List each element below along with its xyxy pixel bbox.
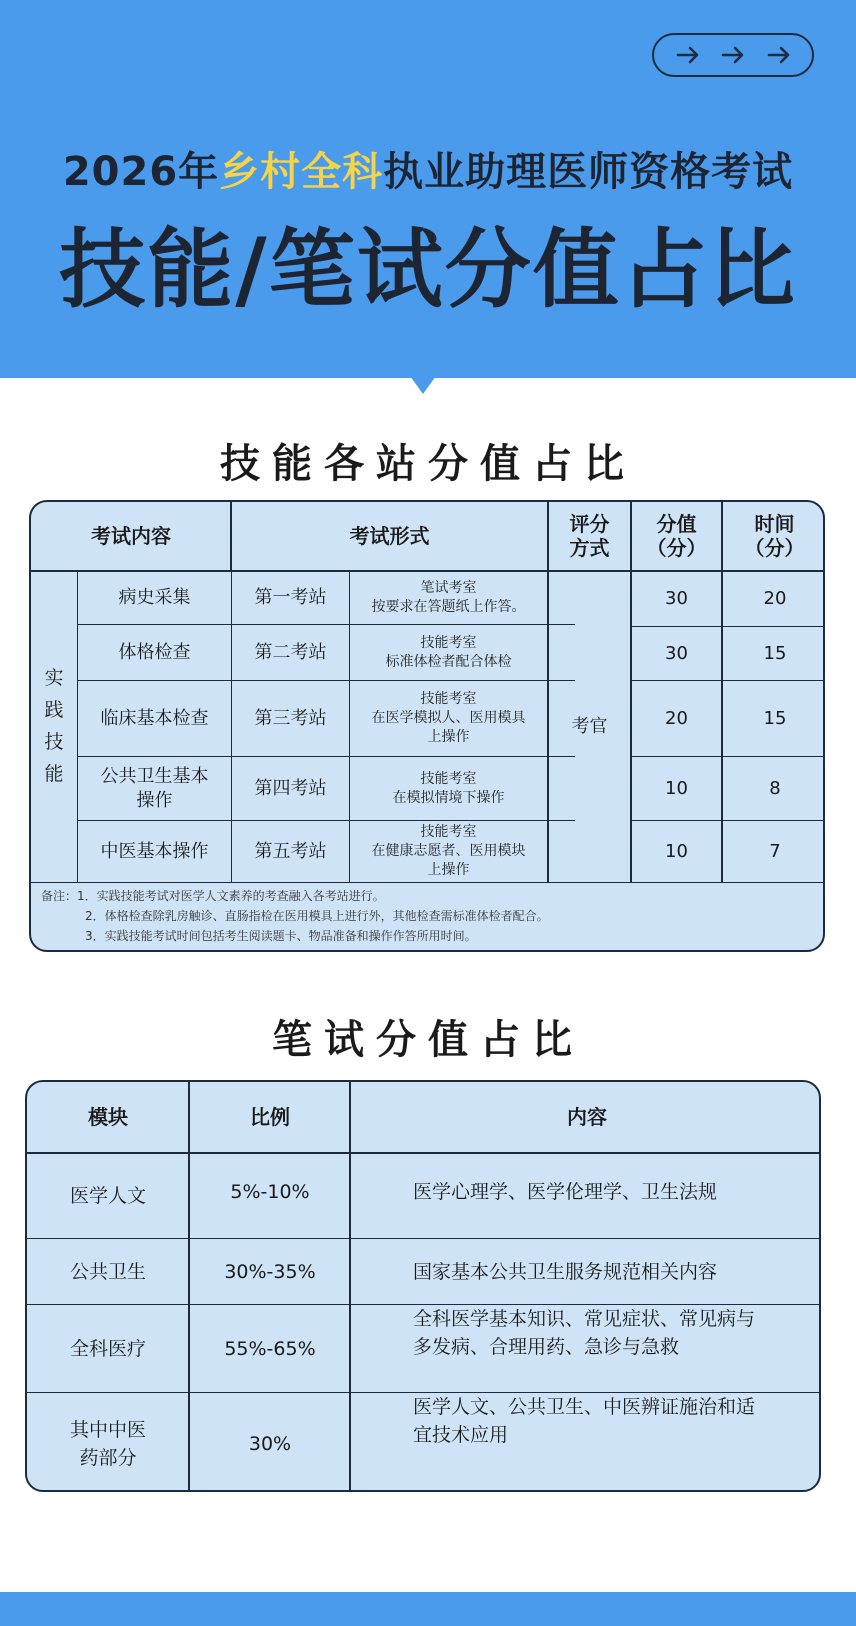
item-cell: 临床基本检查 xyxy=(100,707,209,729)
category-cell xyxy=(31,570,77,882)
score-cell: 30 xyxy=(665,642,688,664)
written-content-cell xyxy=(351,1393,821,1492)
station-cell: 第二考站 xyxy=(254,641,327,663)
form-cell xyxy=(350,757,547,820)
station-cell: 第五考站 xyxy=(254,840,327,862)
ratio-cell: 30% xyxy=(248,1432,292,1455)
header-form: 考试形式 xyxy=(349,524,430,548)
form-line: 在医学模拟人、医用模具 xyxy=(371,710,526,726)
module-line: 药部分 xyxy=(79,1446,137,1469)
module-cell xyxy=(27,1393,189,1492)
form-line: 技能考室 xyxy=(420,691,477,707)
content-line: 多发病、合理用药、急诊与急救 xyxy=(413,1336,680,1358)
header-ratio: 比例 xyxy=(250,1105,290,1129)
form-line: 技能考室 xyxy=(420,824,477,840)
header-scoring-line2: 方式 xyxy=(569,536,610,560)
header-banner xyxy=(0,0,856,378)
time-cell: 15 xyxy=(763,707,787,729)
skills-section-title: 技能各站分值占比 xyxy=(220,441,636,487)
score-cell: 30 xyxy=(665,588,688,609)
time-cell: 15 xyxy=(763,642,787,664)
subtitle-highlight: 乡村全科 xyxy=(219,149,384,195)
item-cell: 中医基本操作 xyxy=(100,840,209,862)
note-line: 2．体格检查除乳房触诊、直肠指检在医用模具上进行外，其他检查需标准体检者配合。 xyxy=(85,909,549,923)
content-line: 医学人文、公共卫生、中医辨证施治和适 xyxy=(413,1396,756,1418)
module-cell: 医学人文 xyxy=(69,1185,146,1207)
header-score-line2: （分） xyxy=(646,536,707,560)
score-cell: 10 xyxy=(665,777,688,799)
written-content-cell: 医学心理学、医学伦理学、卫生法规 xyxy=(413,1181,718,1203)
item-line: 公共卫生基本 xyxy=(100,765,209,787)
ratio-cell: 55%-65% xyxy=(224,1337,316,1360)
header-content: 考试内容 xyxy=(91,524,171,548)
content-line: 宜技术应用 xyxy=(413,1424,509,1446)
written-content-cell: 国家基本公共卫生服务规范相关内容 xyxy=(413,1260,718,1283)
form-line: 技能考室 xyxy=(420,770,477,787)
header-notch xyxy=(410,376,436,394)
header-module: 模块 xyxy=(88,1105,128,1129)
form-line: 按要求在答题纸上作答。 xyxy=(371,599,526,615)
time-cell: 7 xyxy=(769,840,781,862)
divider xyxy=(31,882,825,883)
category-char: 实 xyxy=(44,667,64,689)
written-table xyxy=(25,1080,821,1492)
module-cell: 全科医疗 xyxy=(69,1337,146,1360)
subtitle-year: 2026年 xyxy=(62,149,220,195)
form-cell xyxy=(350,625,547,680)
page-title: 技能/笔试分值占比 xyxy=(59,220,797,320)
category-char: 技 xyxy=(44,731,64,753)
score-cell: 10 xyxy=(665,840,688,862)
arrow-right-icon xyxy=(721,46,745,64)
arrows-badge xyxy=(652,33,814,77)
form-line: 标准体检者配合体检 xyxy=(385,653,512,670)
scoring-method-cell: 考官 xyxy=(571,716,608,737)
station-cell: 第四考站 xyxy=(254,777,327,799)
time-cell: 8 xyxy=(769,777,781,799)
note-line: 3．实践技能考试时间包括考生阅读题卡、物品准备和操作作答所用时间。 xyxy=(85,929,477,943)
time-cell: 20 xyxy=(763,588,787,609)
content-line: 全科医学基本知识、常见症状、常见病与 xyxy=(413,1308,756,1330)
footer-bar xyxy=(0,1592,856,1626)
station-cell: 第三考站 xyxy=(254,707,327,729)
subtitle-rest: 执业助理医师资格考试 xyxy=(383,149,794,195)
form-cell xyxy=(350,572,547,624)
form-line: 笔试考室 xyxy=(420,580,477,596)
form-line: 在健康志愿者、医用模块 xyxy=(371,843,526,859)
header-score-line1: 分值 xyxy=(656,512,697,536)
written-content-cell xyxy=(351,1305,821,1381)
item-cell: 病史采集 xyxy=(118,587,191,608)
item-cell xyxy=(78,757,231,820)
category-char: 能 xyxy=(44,763,64,785)
form-cell xyxy=(350,681,547,756)
header-score xyxy=(631,502,722,570)
category-char: 践 xyxy=(44,699,64,721)
note-line: 备注：1．实践技能考试对医学人文素养的考查融入各考站进行。 xyxy=(41,889,385,903)
header-time-line1: 时间 xyxy=(754,512,795,536)
header-scoring-line1: 评分 xyxy=(569,512,610,536)
form-line: 上操作 xyxy=(427,862,470,878)
header-time-line2: （分） xyxy=(744,536,805,560)
arrow-right-icon xyxy=(676,46,700,64)
form-line: 技能考室 xyxy=(420,634,477,651)
form-line: 上操作 xyxy=(427,729,470,745)
ratio-cell: 5%-10% xyxy=(230,1181,310,1203)
item-line: 操作 xyxy=(136,789,173,811)
header-written-content: 内容 xyxy=(567,1105,607,1129)
item-cell: 体格检查 xyxy=(118,641,191,663)
written-section-title: 笔试分值占比 xyxy=(272,1017,584,1063)
form-line: 在模拟情境下操作 xyxy=(392,789,505,806)
ratio-cell: 30%-35% xyxy=(224,1260,316,1283)
form-cell xyxy=(350,821,547,882)
header-subtitle xyxy=(0,140,856,197)
module-line: 其中中医 xyxy=(69,1418,146,1441)
station-cell: 第一考站 xyxy=(254,587,327,608)
header-time xyxy=(722,502,825,570)
arrow-right-icon xyxy=(767,46,791,64)
header-scoring xyxy=(548,502,631,570)
skills-table xyxy=(29,500,825,952)
module-cell: 公共卫生 xyxy=(69,1260,146,1283)
score-cell: 20 xyxy=(665,707,688,729)
